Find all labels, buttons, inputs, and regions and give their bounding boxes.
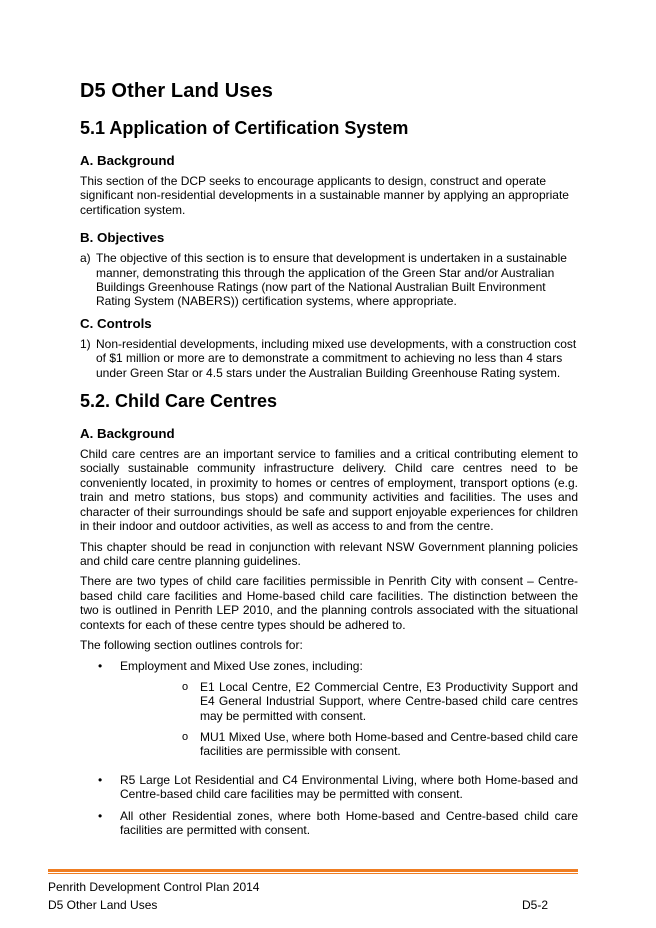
list-item-text: R5 Large Lot Residential and C4 Environmental Living, where both Home-based and Centre-based child care facilities may be permitted with consent.: [120, 772, 578, 802]
footer-rule-thin: [48, 873, 578, 874]
list-item-text: Employment and Mixed Use zones, including:: [120, 659, 363, 674]
footer-document-title: Penrith Development Control Plan 2014: [48, 880, 260, 894]
s52-background-heading: A. Background: [80, 426, 175, 442]
list-item: [80, 659, 578, 765]
sub-list-item-text: MU1 Mixed Use, where both Home-based and Centre-based child care facilities are permissible with consent.: [200, 729, 578, 759]
s51-control-item: [80, 337, 578, 380]
footer-rule: [48, 869, 578, 872]
s52-paragraph-2: This chapter should be read in conjunction with relevant NSW Government planning policies and child care centre planning guidelines.: [80, 539, 578, 568]
sub-list-item-text: E1 Local Centre, E2 Commercial Centre, E3 Productivity Support and E4 General Industrial Support, where Centre-based child care centres may be permitted with consent.: [200, 679, 578, 723]
s52-paragraph-4: The following section outlines controls for:: [80, 637, 303, 652]
bullet-marker: •: [98, 659, 103, 674]
sub-list-item: [120, 730, 578, 759]
sub-list-item: [120, 680, 578, 723]
zone-list: [80, 659, 578, 837]
section-5-2-heading: 5.2. Child Care Centres: [80, 391, 278, 412]
s51-controls-heading: C. Controls: [80, 315, 152, 331]
s51-objective-item: [80, 251, 578, 309]
s51-objectives-heading: B. Objectives: [80, 230, 165, 246]
bullet-marker: •: [98, 772, 103, 787]
s52-paragraph-3: There are two types of child care facilities permissible in Penrith City with consent – Centre-based child care facilities and Home-based child care facilities. The distinction between the two is outlined in Penrith LEP 2010, and the planning controls associated with the situational contexts for each of these centre types should be adhered to.: [80, 574, 578, 632]
section-5-1-heading: 5.1 Application of Certification System: [80, 118, 409, 138]
list-item-text: The objective of this section is to ensure that development is undertaken in a sustainable manner, demonstrating this through the application of the Green Star and/or Australian Buildings Greenhouse Ratings (now part of the National Australian Built Environment Rating System (NABERS)) certification systems, where appropriate.: [96, 251, 567, 309]
s52-paragraph-1: Child care centres are an important service to families and a critical contributing element to socially sustainable community infrastructure delivery. Child care centres need to be conveniently located, in proximity to homes or centres of employment, transport options (e.g. train and metro stations, bus stops) and community activities and facilities. The uses and character of their surroundings should be safe and support enjoyable experiences for children in their indoor and outdoor activities, as well as access to and from the centre.: [80, 447, 578, 534]
list-marker: a): [80, 251, 91, 266]
sub-bullet-marker: o: [182, 730, 189, 743]
sub-list: [120, 680, 578, 759]
sub-bullet-marker: o: [182, 680, 189, 693]
list-item: [80, 809, 578, 838]
s51-background-text: This section of the DCP seeks to encourage applicants to design, construct and operate significant non-residential developments in a sustainable manner by applying an appropriate certification system.: [80, 174, 569, 217]
s51-background-heading: A. Background: [80, 153, 175, 168]
page-content: [80, 78, 578, 844]
list-marker: 1): [80, 336, 91, 351]
list-item-text: Non-residential developments, including mixed use developments, with a construction cost of $1 million or more are to demonstrate a commitment to achieving no less than 4 stars under Green Star or 4.5 stars under the Australian Building Greenhouse Rating system.: [96, 336, 577, 380]
footer-chapter: D5 Other Land Uses: [48, 898, 158, 912]
list-item-text: All other Residential zones, where both Home-based and Centre-based child care facilities are permitted with consent.: [120, 808, 578, 837]
bullet-marker: •: [98, 808, 103, 823]
page-title: D5 Other Land Uses: [80, 80, 273, 102]
page-number: D5-2: [522, 898, 549, 912]
list-item: [80, 773, 578, 802]
